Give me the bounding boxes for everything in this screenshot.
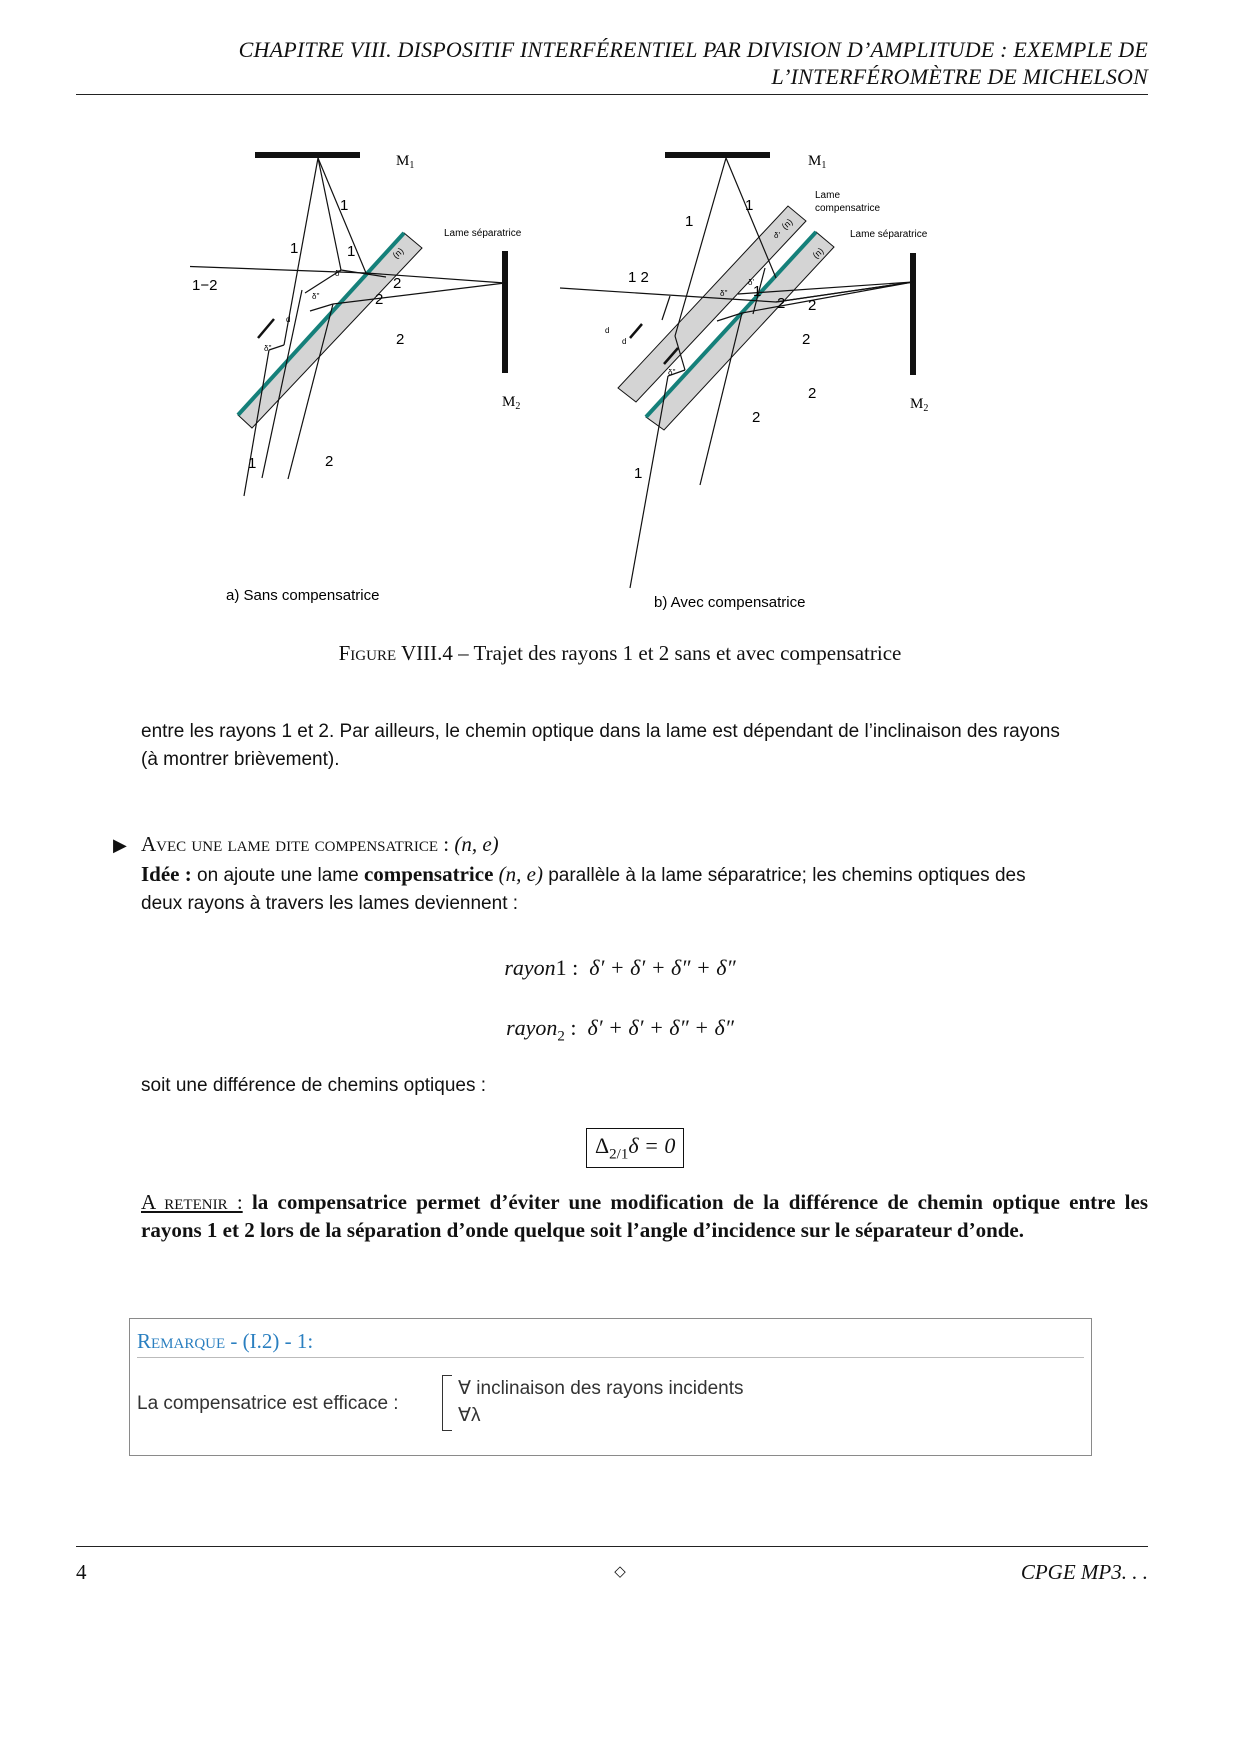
panel-a: [190, 152, 522, 604]
ray1-label-b-2: 1: [685, 213, 694, 230]
beam-splitter-coating-b: [646, 232, 816, 417]
ray12-label-b: 1 2: [628, 269, 649, 286]
thickness-arrow-a: [258, 319, 274, 338]
delta2-label-b: δ'': [668, 368, 676, 377]
lame-comp-label-2: compensatrice: [815, 203, 881, 214]
ray2-label-b-4: 2: [808, 385, 817, 402]
caption-text: – Trajet des rayons 1 et 2 sans et avec compensatrice: [452, 641, 902, 665]
ray1-label-a-3: 1: [347, 243, 356, 260]
bullet-heading-math: (n, e): [454, 832, 499, 856]
lame-comp-label-1: Lame: [815, 190, 841, 201]
footer-course: CPGE MP3. . .: [1020, 1560, 1148, 1584]
eq1-label: rayon: [504, 955, 556, 980]
equation-rayon2: [0, 1015, 1240, 1045]
ray1-label-a-2: 1: [290, 240, 299, 257]
ray1-label-b: 1: [745, 197, 754, 214]
idee-math: (n, e): [493, 862, 549, 886]
ray2-label-a-2: 2: [393, 275, 402, 292]
bullet-heading: [141, 832, 499, 857]
eq2-label: rayon: [506, 1015, 558, 1040]
thickness-arrow-b-comp: [630, 324, 642, 338]
ray-line: [318, 158, 366, 273]
header-line-1: CHAPITRE VIII. DISPOSITIF INTERFÉRENTIEL PAR DIVISION D’AMPLITUDE : EXEMPLE DE: [238, 37, 1148, 62]
m2-label-b: $M_2$: [910, 396, 929, 414]
remark-box: [129, 1318, 1092, 1456]
caption-b: b) Avec compensatrice: [654, 594, 806, 611]
mirror-m1-b: [665, 152, 770, 158]
boxed-sub: 2/1: [609, 1146, 629, 1163]
figure-caption: [0, 641, 1240, 666]
n-label-a: (n): [390, 245, 406, 261]
ray2-label-a-4: 2: [325, 453, 334, 470]
boxed-rest: δ = 0: [628, 1133, 676, 1158]
eq2-colon: :: [564, 1015, 577, 1040]
diamond-icon: ◇: [614, 1564, 626, 1580]
eq2-rhs: δ′ + δ′ + δ″ + δ″: [587, 1015, 734, 1040]
bullet-triangle-icon: ▶: [113, 835, 127, 855]
eq2-sub: 2: [557, 1028, 565, 1045]
running-header: [76, 36, 1148, 90]
ray1-label-b-3: 1: [634, 465, 643, 482]
ray-line: [318, 158, 341, 270]
paragraph-1: [141, 718, 1148, 774]
idee-label: Idée :: [141, 862, 192, 886]
ray1-label-b-4: 1: [753, 283, 762, 300]
lame-separatrice-label-a: Lame séparatrice: [444, 228, 522, 239]
delta2-label-b-2: δ'': [720, 289, 728, 298]
ray2-label-a: 2: [375, 291, 384, 308]
mirror-m1-a: [255, 152, 360, 158]
caption-prefix: Figure VIII.4: [338, 641, 453, 665]
panel-b: [560, 152, 928, 611]
boxed-delta: Δ: [595, 1133, 610, 1158]
ray-line: [310, 304, 333, 311]
boxed-equation: [586, 1128, 684, 1168]
caption-a: a) Sans compensatrice: [226, 587, 380, 604]
remark-item-2: ∀λ: [458, 1405, 481, 1426]
idee-paragraph: [141, 860, 1148, 918]
paragraph-1-line-1: entre les rayons 1 et 2. Par ailleurs, le chemin optique dans la lame est dépendant de l’inclinaison des rayons: [141, 721, 1060, 742]
m1-label-b: $M_1$: [808, 153, 827, 171]
retenir-text: la compensatrice permet d’éviter une modification de la différence de chemin optique entre les rayons 1 et 2 lors de la séparation d’onde quelque soit l’angle d’incidence sur le séparateur d’onde.: [141, 1190, 1148, 1242]
remark-item-1: ∀ inclinaison des rayons incidents: [458, 1378, 744, 1399]
retenir-label: A retenir :: [141, 1190, 243, 1214]
n-label-b: (n): [810, 245, 826, 261]
delta2-label-a: δ'': [264, 344, 272, 353]
delta1-label-b: δ': [748, 278, 754, 287]
page-number: 4: [76, 1560, 87, 1584]
m1-label-a: $M_1$: [396, 153, 415, 171]
footer-rule: [76, 1546, 1148, 1547]
eq1-num: 1 :: [555, 955, 579, 980]
ray-line: [662, 296, 670, 320]
header-rule: [76, 94, 1148, 95]
ray1-label-a: 1: [340, 197, 349, 214]
eq1-rhs: δ′ + δ′ + δ″ + δ″: [589, 955, 736, 980]
ray-line: [630, 376, 668, 588]
delta1-label-a: δ': [335, 269, 341, 278]
figure-michelson-rays: [190, 138, 1050, 616]
paragraph-1-line-2: (à montrer brièvement).: [141, 749, 340, 770]
delta1-label-b-2: δ': [774, 231, 780, 240]
ray2-label-b-2: 2: [808, 297, 817, 314]
remark-divider: [137, 1357, 1084, 1358]
ray2-label-b-5: 2: [752, 409, 761, 426]
paragraph-2: soit une différence de chemins optiques :: [141, 1075, 487, 1096]
remark-items: [458, 1375, 743, 1429]
ray2-label-b: 2: [777, 295, 786, 312]
idee-text-2: parallèle à la lame séparatrice; les chemins optiques des: [548, 865, 1026, 886]
m2-label-a: $M_2$: [502, 394, 521, 412]
bracket-icon: [442, 1375, 452, 1431]
ray2-label-b-3: 2: [802, 331, 811, 348]
d-label-b-2: d: [622, 337, 627, 346]
lame-separatrice-label-b: Lame séparatrice: [850, 229, 928, 240]
ray1-label-a-4: 1: [248, 455, 257, 472]
ray-line: [560, 288, 776, 302]
remark-body: La compensatrice est efficace :: [137, 1393, 399, 1414]
mirror-m2-b: [910, 253, 916, 375]
d-label-b: d: [605, 326, 610, 335]
remark-title: Remarque - (I.2) - 1:: [137, 1329, 314, 1353]
ray2-label-a-3: 2: [396, 331, 405, 348]
a-retenir-block: [141, 1188, 1148, 1244]
mirror-m2-a: [502, 251, 508, 373]
idee-line-2: deux rayons à travers les lames deviennent :: [141, 893, 519, 914]
ray12-label-a: 1−2: [192, 277, 218, 294]
header-line-2: L’INTERFÉROMÈTRE DE MICHELSON: [771, 64, 1148, 89]
equation-rayon1: [0, 955, 1240, 981]
n-label-b-comp: (n): [779, 216, 795, 232]
d-label-a: d: [286, 315, 291, 324]
bullet-heading-text: Avec une lame dite compensatrice :: [141, 832, 455, 856]
delta2-label-a-2: δ'': [312, 292, 320, 301]
idee-bold: compensatrice: [363, 862, 494, 886]
idee-text-1: on ajoute une lame: [191, 865, 364, 886]
